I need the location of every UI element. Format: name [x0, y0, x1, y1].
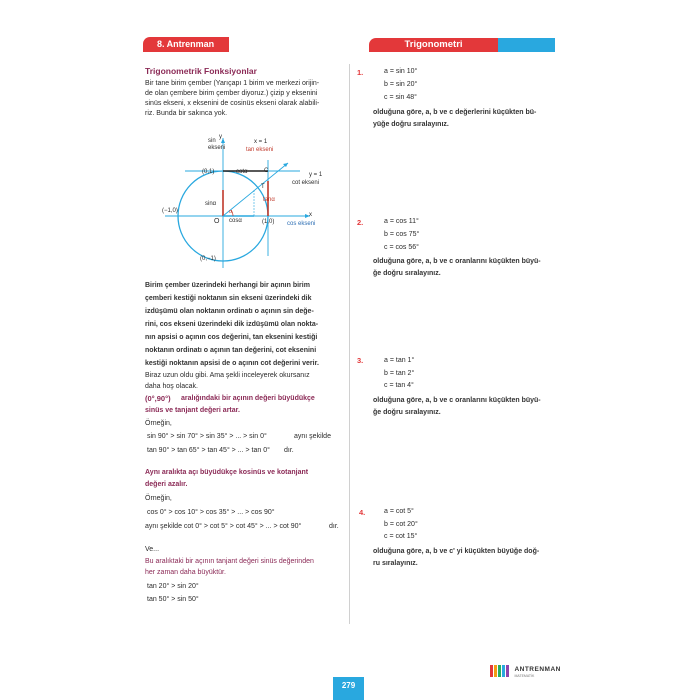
interval-label: (0°,90°) — [145, 394, 171, 403]
example2-cos: cos 0° > cos 10° > cos 35° > ... > cos 90° — [147, 509, 275, 516]
question-2-b: b = cos 75° — [384, 231, 420, 238]
definition-line-7: kestiği noktanın apsisi de o açının cot değerini verir. — [145, 360, 319, 367]
rule1-line-1: aralığındaki bir açının değeri büyüdükçe — [181, 395, 315, 402]
intro-line-2: de olan çembere birim çember diyoruz.) çizip y eksenini — [145, 90, 318, 97]
example1-same: aynı şekilde — [294, 433, 331, 440]
point-c-label: C — [264, 168, 269, 174]
question-1-c: c = sin 48° — [384, 94, 417, 101]
example1-sin: sin 90° > sin 70° > sin 35° > ... > sin 0° — [147, 433, 267, 440]
definition-line-6: noktanın ordinatı o açının tan değerini, cot eksenini — [145, 347, 317, 354]
definition-line-2: çemberi kestiği noktanın sin ekseni üzerindeki dik — [145, 295, 312, 302]
unit-circle-diagram — [140, 128, 340, 278]
origin-label: O — [214, 218, 220, 225]
example1-suffix: dır. — [284, 447, 294, 454]
topic-tab: Trigonometri — [369, 38, 498, 52]
topic-tab-accent — [498, 38, 555, 52]
question-4-c: c = cot 15° — [384, 533, 418, 540]
question-3-text-2: ğe doğru sıralayınız. — [373, 409, 441, 416]
ve-label: Ve... — [145, 546, 160, 553]
rule1-line-2: sinüs ve tanjant değeri artar. — [145, 407, 240, 414]
example3-line-2: tan 50° > sin 50° — [147, 596, 199, 603]
page-number: 279 — [333, 677, 364, 700]
intro-line-3: sinüs ekseni, x eksenini de cosinüs ekseni olarak alabili- — [145, 100, 320, 107]
logo-bars-icon — [490, 664, 510, 682]
question-4-a: a = cot 5° — [384, 508, 414, 515]
note-line-1: Biraz uzun oldu gibi. Ama şekli inceleyerek okursanız — [145, 372, 310, 379]
note-line-2: daha hoş olacak. — [145, 383, 198, 390]
section-heading: Trigonometrik Fonksiyonlar — [145, 66, 257, 76]
question-1-text-2: yüğe doğru sıralayınız. — [373, 121, 449, 128]
intro-line-1: Bir tane birim çember (Yarıçapı 1 birim ve merkezi orijin- — [145, 80, 320, 87]
point-t-label: T — [261, 184, 265, 190]
example2-label: Örneğin, — [145, 495, 172, 502]
column-divider — [349, 64, 350, 624]
example2-cot: aynı şekilde cot 0° > cot 5° > cot 45° > ... > cot 90° — [145, 523, 302, 530]
point-1-0: (1,0) — [262, 219, 275, 225]
example1-tan: tan 90° > tan 65° > tan 45° > ... > tan 0° — [147, 447, 270, 454]
question-2-text-2: ğe doğru sıralayınız. — [373, 270, 441, 277]
sin-axis-label: sin ekseni — [208, 138, 226, 151]
x-label: x — [309, 212, 312, 218]
tan-axis-label: tan ekseni — [246, 147, 274, 153]
rule3-line-1: Bu aralıktaki bir açının tanjant değeri sinüs değerinden — [145, 558, 314, 565]
question-2-number: 2. — [357, 218, 364, 227]
question-3-number: 3. — [357, 356, 364, 365]
question-2-c: c = cos 56° — [384, 244, 419, 251]
section-tab: 8. Antrenman — [143, 37, 229, 51]
question-3-b: b = tan 2° — [384, 370, 415, 377]
sin-value-label: sinα — [205, 201, 217, 207]
tan-line-eq: x = 1 — [254, 139, 268, 145]
question-4-text-1: olduğuna göre, a, b ve c' yi küçükten büyüğe doğ- — [373, 548, 540, 555]
point-0-1: (0,1) — [202, 169, 215, 175]
tan-value-label: tanα — [263, 197, 275, 203]
question-4-number: 4. — [359, 508, 366, 517]
question-2-a: a = cos 11° — [384, 218, 419, 225]
question-4-b: b = cot 20° — [384, 521, 418, 528]
cos-axis-label: cos ekseni — [287, 221, 316, 227]
cos-value-label: cosα — [229, 218, 242, 224]
question-3-text-1: olduğuna göre, a, b ve c oranlarını küçükten büyü- — [373, 397, 541, 404]
alpha-label: α — [229, 209, 232, 215]
rule2-line-1: Aynı aralıkta açı büyüdükçe kosinüs ve kotanjant — [145, 469, 309, 476]
cot-line-eq: y = 1 — [309, 172, 323, 178]
example3-line-1: tan 20° > sin 20° — [147, 583, 199, 590]
question-3-a: a = tan 1° — [384, 357, 415, 364]
question-1-text-1: olduğuna göre, a, b ve c değerlerini küçükten bü- — [373, 109, 537, 116]
question-1-b: b = sin 20° — [384, 81, 418, 88]
cot-axis-label: cot ekseni — [292, 180, 320, 186]
point-0-neg1: (0,−1) — [200, 256, 216, 262]
y-label: y — [219, 134, 222, 140]
question-4-text-2: ru sıralayınız. — [373, 560, 418, 567]
definition-line-1: Birim çember üzerindeki herhangi bir açının birim — [145, 282, 310, 289]
definition-line-4: rini, cos ekseni üzerindeki dik izdüşümü olan nokta- — [145, 321, 319, 328]
example2-suffix: dır. — [329, 523, 339, 530]
question-2-text-1: olduğuna göre, a, b ve c oranlarını küçükten büyü- — [373, 258, 541, 265]
cot-label: cotα — [236, 169, 248, 175]
rule2-line-2: değeri azalır. — [145, 481, 188, 488]
definition-line-5: nın apsisi o açının cos değerini, tan eksenini kestiği — [145, 334, 318, 341]
rule3-line-2: her zaman daha büyüktür. — [145, 569, 226, 576]
intro-line-4: riz. Bunda bir sakınca yok. — [145, 110, 228, 117]
example1-label: Örneğin, — [145, 420, 172, 427]
section-tab-underline — [143, 51, 229, 52]
publisher-logo — [490, 664, 561, 682]
question-1-number: 1. — [357, 68, 364, 77]
logo-text: ANTRENMAN — [514, 666, 561, 673]
definition-line-3: izdüşümü olan noktanın ordinatı o açının sin değe- — [145, 308, 314, 315]
logo-subtext: MATEMATİK — [514, 674, 535, 678]
question-3-c: c = tan 4° — [384, 382, 414, 389]
question-1-a: a = sin 10° — [384, 68, 418, 75]
point-neg1-0: (−1,0) — [162, 208, 178, 214]
